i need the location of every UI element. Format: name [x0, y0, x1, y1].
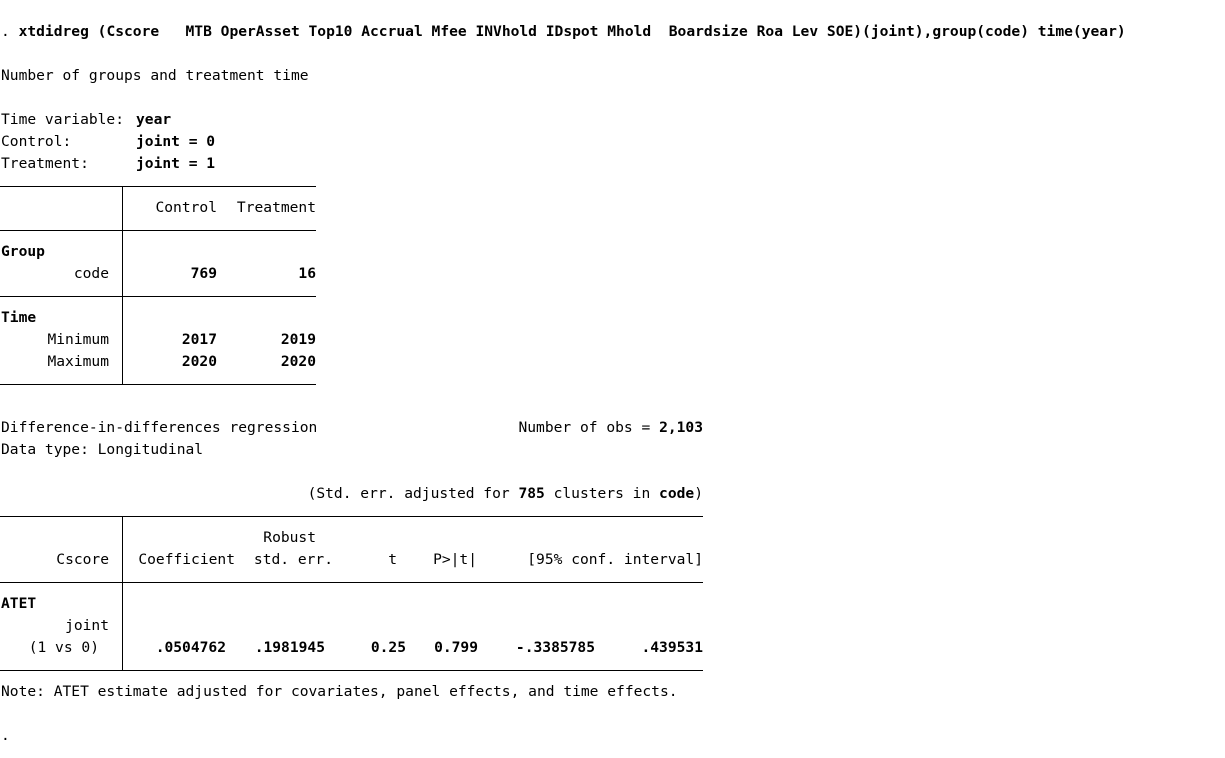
value-stderr: .1981945	[254, 639, 325, 656]
nobs	[420, 417, 703, 439]
maximum-label: Maximum	[47, 353, 109, 370]
header-stderr: std. err.	[253, 551, 333, 568]
robust-header: Robust	[263, 529, 316, 546]
regression-title: Difference-in-differences regression	[1, 419, 318, 436]
table-rule	[0, 516, 703, 517]
se-clusters: 785	[518, 485, 545, 502]
section-title: Number of groups and treatment time	[1, 67, 309, 84]
command-prefix: .	[1, 23, 19, 40]
time-variable-value: year	[136, 111, 172, 128]
minimum-treatment: 2019	[280, 331, 316, 348]
depvar-label: Cscore	[56, 551, 109, 568]
table-rule	[0, 384, 316, 385]
maximum-treatment: 2020	[280, 353, 316, 370]
maximum-control: 2020	[181, 353, 217, 370]
table-rule	[0, 186, 316, 187]
table-rule	[0, 670, 703, 671]
treatment-value: joint = 1	[136, 155, 216, 172]
code-control: 769	[190, 265, 217, 282]
se-note	[200, 483, 703, 505]
se-note-text: (Std. err. adjusted for	[307, 485, 519, 502]
se-note-text: clusters in	[544, 485, 660, 502]
table-rule	[0, 296, 316, 297]
col-header-control: Control	[155, 199, 217, 216]
command-text: xtdidreg (Cscore MTB OperAsset Top10 Accrual Mfee INVhold IDspot Mhold Boardsize Roa Lev SOE)(joint),group(code) time(year)	[18, 23, 1126, 40]
code-label: code	[73, 265, 109, 282]
command-line	[1, 21, 1126, 43]
minimum-label: Minimum	[47, 331, 109, 348]
time-variable-label: Time variable:	[1, 111, 125, 128]
data-type: Data type: Longitudinal	[1, 441, 204, 458]
control-label: Control:	[1, 133, 72, 150]
table-divider	[122, 516, 123, 670]
se-cluster-var: code	[659, 485, 695, 502]
nobs-value: 2,103	[659, 419, 703, 436]
row-var-label: joint	[65, 617, 109, 634]
se-note-text: )	[694, 485, 703, 502]
table-rule	[0, 582, 703, 583]
treatment-label: Treatment:	[1, 155, 89, 172]
value-t: 0.25	[370, 639, 406, 656]
command-prompt[interactable]: .	[1, 727, 10, 744]
control-value: joint = 0	[136, 133, 216, 150]
footnote: Note: ATET estimate adjusted for covariates, panel effects, and time effects.	[1, 683, 678, 700]
header-coefficient: Coefficient	[138, 551, 235, 568]
header-pvalue: P>|t|	[433, 551, 477, 568]
table-divider	[122, 186, 123, 384]
table-rule	[0, 230, 316, 231]
code-treatment: 16	[298, 265, 316, 282]
minimum-control: 2017	[181, 331, 217, 348]
value-coefficient: .0504762	[155, 639, 226, 656]
value-pvalue: 0.799	[434, 639, 478, 656]
header-t: t	[388, 551, 397, 568]
value-ci-lower: -.3385785	[515, 639, 595, 656]
group-heading: Group	[1, 243, 45, 260]
col-header-treatment: Treatment	[236, 199, 316, 216]
row-sub-label: (1 vs 0)	[28, 639, 99, 656]
time-heading: Time	[1, 309, 37, 326]
value-ci-upper: .439531	[641, 639, 703, 656]
atet-heading: ATET	[1, 595, 37, 612]
header-conf-interval: [95% conf. interval]	[527, 551, 703, 568]
nobs-label: Number of obs =	[518, 419, 660, 436]
